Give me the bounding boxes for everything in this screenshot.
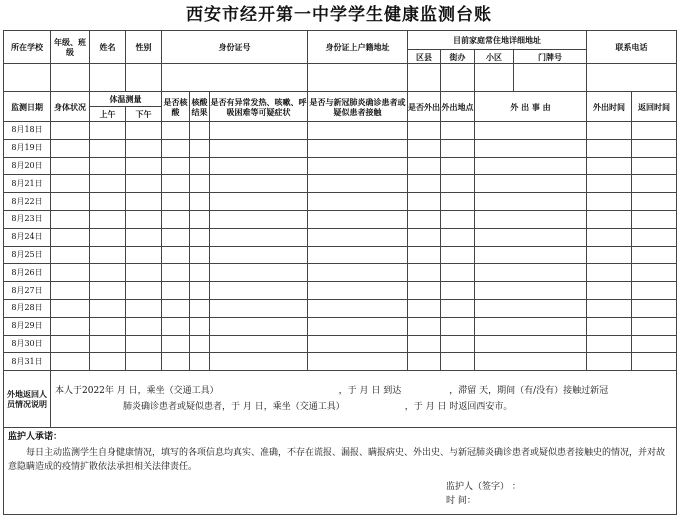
- out-reason-cell[interactable]: [475, 246, 587, 264]
- commitment-block: [4, 428, 677, 515]
- out-time-cell[interactable]: [587, 139, 632, 157]
- out-time-cell[interactable]: [587, 193, 632, 211]
- contact-cell[interactable]: [308, 264, 408, 282]
- header-health-status: 身体状况: [51, 92, 90, 122]
- out-cell[interactable]: [408, 175, 441, 193]
- out-place-cell[interactable]: [441, 335, 475, 353]
- monitor-date: 8月28日: [4, 299, 51, 317]
- out-cell[interactable]: [408, 317, 441, 335]
- temp-pm-cell[interactable]: [126, 210, 162, 228]
- return-time-cell[interactable]: [632, 299, 677, 317]
- nucleic-result-cell[interactable]: [190, 299, 210, 317]
- temp-pm-cell[interactable]: [126, 335, 162, 353]
- out-time-cell[interactable]: [587, 175, 632, 193]
- nucleic-done-cell[interactable]: [162, 122, 190, 140]
- health-cell[interactable]: [51, 228, 90, 246]
- return-time-cell[interactable]: [632, 282, 677, 300]
- temp-am-cell[interactable]: [90, 335, 126, 353]
- temp-am-cell[interactable]: [90, 299, 126, 317]
- health-cell[interactable]: [51, 282, 90, 300]
- out-place-cell[interactable]: [441, 264, 475, 282]
- temp-am-cell[interactable]: [90, 264, 126, 282]
- out-place-cell[interactable]: [441, 210, 475, 228]
- symptoms-cell[interactable]: [210, 299, 308, 317]
- out-cell[interactable]: [408, 193, 441, 211]
- out-reason-cell[interactable]: [475, 175, 587, 193]
- header-temp-pm: 下午: [126, 107, 162, 122]
- health-cell[interactable]: [51, 210, 90, 228]
- out-place-cell[interactable]: [441, 157, 475, 175]
- health-cell[interactable]: [51, 299, 90, 317]
- health-cell[interactable]: [51, 157, 90, 175]
- grade-class-cell[interactable]: [51, 64, 90, 92]
- out-place-cell[interactable]: [441, 299, 475, 317]
- nucleic-done-cell[interactable]: [162, 210, 190, 228]
- monitor-date: 8月24日: [4, 228, 51, 246]
- return-time-cell[interactable]: [632, 139, 677, 157]
- table-row: [4, 335, 677, 353]
- out-place-cell[interactable]: [441, 317, 475, 335]
- out-time-cell[interactable]: [587, 157, 632, 175]
- out-time-cell[interactable]: [587, 228, 632, 246]
- monitor-header-row: [4, 92, 677, 107]
- return-statement[interactable]: [51, 371, 677, 428]
- table-row: [4, 175, 677, 193]
- subdistrict-cell[interactable]: [441, 64, 475, 92]
- temp-pm-cell[interactable]: [126, 193, 162, 211]
- header-house-number: 门牌号: [514, 50, 587, 64]
- temp-pm-cell[interactable]: [126, 228, 162, 246]
- table-row: [4, 210, 677, 228]
- out-time-cell[interactable]: [587, 299, 632, 317]
- return-time-cell[interactable]: [632, 193, 677, 211]
- header-id-number: 身份证号: [162, 31, 308, 64]
- monitor-date: 8月31日: [4, 353, 51, 371]
- out-time-cell[interactable]: [587, 353, 632, 371]
- out-place-cell[interactable]: [441, 246, 475, 264]
- symptoms-cell[interactable]: [210, 193, 308, 211]
- table-row: [4, 317, 677, 335]
- header-out-place: 外出地点: [441, 92, 475, 122]
- temp-pm-cell[interactable]: [126, 353, 162, 371]
- header-id-address: 身份证上户籍地址: [308, 31, 408, 64]
- out-place-cell[interactable]: [441, 282, 475, 300]
- info-header-row: [4, 31, 677, 50]
- monitor-date: 8月19日: [4, 139, 51, 157]
- nucleic-done-cell[interactable]: [162, 335, 190, 353]
- temp-pm-cell[interactable]: [126, 246, 162, 264]
- header-gender: 性别: [126, 31, 162, 64]
- out-time-cell[interactable]: [587, 317, 632, 335]
- nucleic-done-cell[interactable]: [162, 175, 190, 193]
- out-reason-cell[interactable]: [475, 317, 587, 335]
- temp-pm-cell[interactable]: [126, 175, 162, 193]
- contact-cell[interactable]: [308, 210, 408, 228]
- out-cell[interactable]: [408, 264, 441, 282]
- nucleic-result-cell[interactable]: [190, 353, 210, 371]
- temp-am-cell[interactable]: [90, 175, 126, 193]
- out-reason-cell[interactable]: [475, 139, 587, 157]
- out-reason-cell[interactable]: [475, 299, 587, 317]
- monitor-date: 8月25日: [4, 246, 51, 264]
- phone-cell[interactable]: [587, 64, 677, 92]
- district-cell[interactable]: [408, 64, 441, 92]
- contact-cell[interactable]: [308, 122, 408, 140]
- contact-cell[interactable]: [308, 317, 408, 335]
- name-cell[interactable]: [90, 64, 126, 92]
- health-cell[interactable]: [51, 175, 90, 193]
- header-phone: 联系电话: [587, 31, 677, 64]
- nucleic-result-cell[interactable]: [190, 122, 210, 140]
- monitor-date: 8月23日: [4, 210, 51, 228]
- out-cell[interactable]: [408, 353, 441, 371]
- nucleic-done-cell[interactable]: [162, 246, 190, 264]
- contact-cell[interactable]: [308, 282, 408, 300]
- header-monitor-date: 监测日期: [4, 92, 51, 122]
- commitment-label: 监护人承诺：: [8, 432, 63, 443]
- nucleic-done-cell[interactable]: [162, 157, 190, 175]
- table-row: [4, 193, 677, 211]
- temp-am-cell[interactable]: [90, 317, 126, 335]
- health-cell[interactable]: [51, 335, 90, 353]
- temp-am-cell[interactable]: [90, 210, 126, 228]
- table-row: [4, 246, 677, 264]
- gender-cell[interactable]: [126, 64, 162, 92]
- monitor-date: 8月29日: [4, 317, 51, 335]
- header-subdistrict: 街办: [441, 50, 475, 64]
- out-time-cell[interactable]: [587, 122, 632, 140]
- monitor-date: 8月30日: [4, 335, 51, 353]
- header-nucleic-result: 核酸结果: [190, 92, 210, 122]
- return-line2-b: ，于 月 日 时返回西安市。: [404, 402, 513, 413]
- out-cell[interactable]: [408, 282, 441, 300]
- nucleic-result-cell[interactable]: [190, 317, 210, 335]
- house-number-cell[interactable]: [514, 64, 587, 92]
- nucleic-result-cell[interactable]: [190, 157, 210, 175]
- out-place-cell[interactable]: [441, 139, 475, 157]
- out-reason-cell[interactable]: [475, 353, 587, 371]
- table-row: [4, 353, 677, 371]
- out-cell[interactable]: [408, 335, 441, 353]
- temp-am-cell[interactable]: [90, 193, 126, 211]
- header-grade-class: 年级、班级: [51, 31, 90, 64]
- health-cell[interactable]: [51, 264, 90, 282]
- header-temperature: 体温测量: [90, 92, 162, 107]
- out-time-cell[interactable]: [587, 264, 632, 282]
- temp-am-cell[interactable]: [90, 228, 126, 246]
- return-time-cell[interactable]: [632, 210, 677, 228]
- out-cell[interactable]: [408, 122, 441, 140]
- health-cell[interactable]: [51, 246, 90, 264]
- temp-pm-cell[interactable]: [126, 264, 162, 282]
- out-cell[interactable]: [408, 228, 441, 246]
- out-cell[interactable]: [408, 299, 441, 317]
- return-line1-c: ，滞留 天，期间（有/没有）接触过新冠: [449, 386, 609, 397]
- out-place-cell[interactable]: [441, 353, 475, 371]
- header-school: 所在学校: [4, 31, 51, 64]
- header-symptoms: 是否有异常发热、咳嗽、呼吸困难等可疑症状: [210, 92, 308, 122]
- header-out-time: 外出时间: [587, 92, 632, 122]
- out-time-cell[interactable]: [587, 246, 632, 264]
- nucleic-result-cell[interactable]: [190, 282, 210, 300]
- out-cell[interactable]: [408, 246, 441, 264]
- return-time-cell[interactable]: [632, 175, 677, 193]
- symptoms-cell[interactable]: [210, 246, 308, 264]
- nucleic-done-cell[interactable]: [162, 264, 190, 282]
- nucleic-result-cell[interactable]: [190, 193, 210, 211]
- temp-pm-cell[interactable]: [126, 282, 162, 300]
- symptoms-cell[interactable]: [210, 317, 308, 335]
- page-title: 西安市经开第一中学学生健康监测台账: [186, 5, 492, 25]
- nucleic-done-cell[interactable]: [162, 193, 190, 211]
- out-reason-cell[interactable]: [475, 335, 587, 353]
- contact-cell[interactable]: [308, 246, 408, 264]
- student-info-entry-row: [4, 64, 677, 92]
- out-reason-cell[interactable]: [475, 264, 587, 282]
- nucleic-result-cell[interactable]: [190, 175, 210, 193]
- symptoms-cell[interactable]: [210, 264, 308, 282]
- header-temp-am: 上午: [90, 107, 126, 122]
- nucleic-done-cell[interactable]: [162, 317, 190, 335]
- temp-pm-cell[interactable]: [126, 317, 162, 335]
- out-reason-cell[interactable]: [475, 122, 587, 140]
- symptoms-cell[interactable]: [210, 335, 308, 353]
- out-cell[interactable]: [408, 139, 441, 157]
- school-cell[interactable]: [4, 64, 51, 92]
- table-row: [4, 157, 677, 175]
- symptoms-cell[interactable]: [210, 157, 308, 175]
- temp-pm-cell[interactable]: [126, 122, 162, 140]
- daily-rows: [4, 122, 677, 371]
- table-row: [4, 139, 677, 157]
- out-reason-cell[interactable]: [475, 210, 587, 228]
- header-contact: 是否与新冠肺炎确诊患者或疑似患者接触: [308, 92, 408, 122]
- out-reason-cell[interactable]: [475, 157, 587, 175]
- nucleic-result-cell[interactable]: [190, 246, 210, 264]
- table-row: [4, 299, 677, 317]
- return-line1-a: 本人于2022年 月 日，乘坐（交通工具）: [55, 386, 219, 397]
- guardian-signature[interactable]: 监护人（签字） ：: [446, 482, 521, 493]
- return-time-cell[interactable]: [632, 122, 677, 140]
- monitor-date: 8月18日: [4, 122, 51, 140]
- return-time-cell[interactable]: [632, 228, 677, 246]
- header-current-address: 目前家庭常住地详细地址: [408, 31, 587, 50]
- health-cell[interactable]: [51, 317, 90, 335]
- out-place-cell[interactable]: [441, 175, 475, 193]
- out-time-cell[interactable]: [587, 282, 632, 300]
- return-time-cell[interactable]: [632, 264, 677, 282]
- contact-cell[interactable]: [308, 228, 408, 246]
- header-out: 是否外出: [408, 92, 441, 122]
- nucleic-result-cell[interactable]: [190, 228, 210, 246]
- return-time-cell[interactable]: [632, 317, 677, 335]
- return-line2-a: 肺炎确诊患者或疑似患者，于 月 日，乘坐（交通工具）: [123, 402, 345, 413]
- out-place-cell[interactable]: [441, 228, 475, 246]
- nucleic-result-cell[interactable]: [190, 210, 210, 228]
- nucleic-done-cell[interactable]: [162, 139, 190, 157]
- commitment-body: 每日主动监测学生自身健康情况，填写的各项信息均真实、准确，不存在谎报、漏报、瞒报病史、外出史、与新冠肺炎确诊患者或疑似患者接触史的情况，并对故意隐瞒造成的疫情扩散依法承担相关法律责任。: [8, 448, 666, 473]
- table-row: [4, 122, 677, 140]
- out-reason-cell[interactable]: [475, 228, 587, 246]
- out-place-cell[interactable]: [441, 193, 475, 211]
- nucleic-result-cell[interactable]: [190, 139, 210, 157]
- health-cell[interactable]: [51, 193, 90, 211]
- contact-cell[interactable]: [308, 175, 408, 193]
- header-district: 区县: [408, 50, 441, 64]
- nucleic-done-cell[interactable]: [162, 228, 190, 246]
- community-cell[interactable]: [475, 64, 514, 92]
- out-place-cell[interactable]: [441, 122, 475, 140]
- contact-cell[interactable]: [308, 139, 408, 157]
- out-time-cell[interactable]: [587, 210, 632, 228]
- out-reason-cell[interactable]: [475, 193, 587, 211]
- return-row: [4, 371, 677, 428]
- health-cell[interactable]: [51, 122, 90, 140]
- commitment-row: [4, 428, 677, 515]
- temp-am-cell[interactable]: [90, 122, 126, 140]
- header-community: 小区: [475, 50, 514, 64]
- symptoms-cell[interactable]: [210, 282, 308, 300]
- table-row: [4, 282, 677, 300]
- return-time-cell[interactable]: [632, 335, 677, 353]
- contact-cell[interactable]: [308, 335, 408, 353]
- nucleic-result-cell[interactable]: [190, 335, 210, 353]
- id-address-cell[interactable]: [308, 64, 408, 92]
- nucleic-done-cell[interactable]: [162, 282, 190, 300]
- out-time-cell[interactable]: [587, 335, 632, 353]
- header-name: 姓名: [90, 31, 126, 64]
- monitor-date: 8月21日: [4, 175, 51, 193]
- ledger-table: [3, 30, 677, 515]
- symptoms-cell[interactable]: [210, 122, 308, 140]
- table-row: [4, 264, 677, 282]
- nucleic-done-cell[interactable]: [162, 299, 190, 317]
- nucleic-done-cell[interactable]: [162, 353, 190, 371]
- contact-cell[interactable]: [308, 353, 408, 371]
- contact-cell[interactable]: [308, 299, 408, 317]
- symptoms-cell[interactable]: [210, 353, 308, 371]
- temp-pm-cell[interactable]: [126, 157, 162, 175]
- temp-am-cell[interactable]: [90, 282, 126, 300]
- id-number-cell[interactable]: [162, 64, 308, 92]
- contact-cell[interactable]: [308, 193, 408, 211]
- temp-am-cell[interactable]: [90, 353, 126, 371]
- nucleic-result-cell[interactable]: [190, 264, 210, 282]
- signature-time[interactable]: 时 间：: [446, 496, 476, 507]
- contact-cell[interactable]: [308, 157, 408, 175]
- header-nucleic-done: 是否核酸: [162, 92, 190, 122]
- monitor-date: 8月20日: [4, 157, 51, 175]
- temp-am-cell[interactable]: [90, 246, 126, 264]
- health-cell[interactable]: [51, 353, 90, 371]
- return-time-cell[interactable]: [632, 246, 677, 264]
- temp-am-cell[interactable]: [90, 157, 126, 175]
- header-out-reason: 外 出 事 由: [475, 92, 587, 122]
- out-reason-cell[interactable]: [475, 282, 587, 300]
- header-return-time: 返回时间: [632, 92, 677, 122]
- out-cell[interactable]: [408, 210, 441, 228]
- table-row: [4, 228, 677, 246]
- return-line1-b: ，于 月 日 到达: [338, 386, 402, 397]
- return-time-cell[interactable]: [632, 157, 677, 175]
- symptoms-cell[interactable]: [210, 210, 308, 228]
- monitor-date: 8月22日: [4, 193, 51, 211]
- monitor-date: 8月27日: [4, 282, 51, 300]
- return-time-cell[interactable]: [632, 353, 677, 371]
- monitor-date: 8月26日: [4, 264, 51, 282]
- health-cell[interactable]: [51, 139, 90, 157]
- symptoms-cell[interactable]: [210, 139, 308, 157]
- temp-pm-cell[interactable]: [126, 139, 162, 157]
- symptoms-cell[interactable]: [210, 175, 308, 193]
- symptoms-cell[interactable]: [210, 228, 308, 246]
- temp-am-cell[interactable]: [90, 139, 126, 157]
- out-cell[interactable]: [408, 157, 441, 175]
- return-label: 外地返回人员情况说明: [4, 371, 51, 428]
- temp-pm-cell[interactable]: [126, 299, 162, 317]
